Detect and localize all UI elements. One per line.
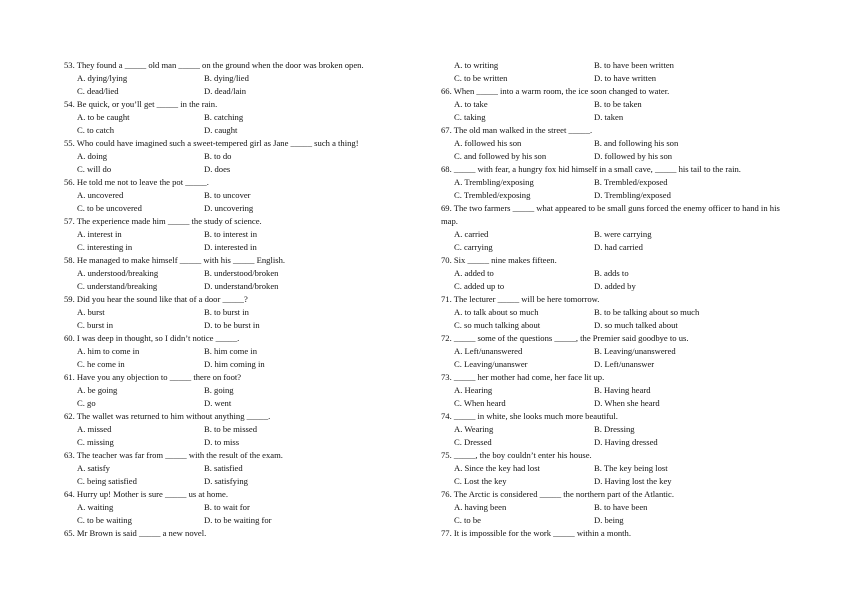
answer-option[interactable]: A. Left/unanswered: [454, 346, 523, 356]
option-row: [64, 111, 394, 124]
answer-option[interactable]: C. Trembled/exposing: [454, 190, 531, 200]
answer-option[interactable]: B. understood/broken: [204, 268, 279, 278]
answer-option[interactable]: A. to take: [454, 99, 488, 109]
answer-option[interactable]: A. added to: [454, 268, 494, 278]
option-row: [441, 462, 816, 475]
answer-option[interactable]: C. to be waiting: [77, 515, 132, 525]
answer-option[interactable]: B. to be missed: [204, 424, 257, 434]
question-stem: 71. The lecturer _____ will be here tomorrow.: [441, 294, 600, 304]
option-row: [64, 228, 394, 241]
question-stem: 68. _____ with fear, a hungry fox hid himself in a small cave, _____ his tail to the rain.: [441, 164, 741, 174]
answer-option[interactable]: B. to have been: [594, 502, 648, 512]
answer-option[interactable]: B. to interest in: [204, 229, 257, 239]
answer-option[interactable]: D. followed by his son: [594, 151, 673, 161]
answer-option[interactable]: A. Hearing: [454, 385, 493, 395]
answer-option[interactable]: A. uncovered: [77, 190, 124, 200]
option-row: [441, 384, 816, 397]
answer-option[interactable]: C. go: [77, 398, 96, 408]
answer-option[interactable]: D. understand/broken: [204, 281, 279, 291]
answer-option[interactable]: D. Trembling/exposed: [594, 190, 671, 200]
left-column: [64, 59, 394, 540]
answer-option[interactable]: A. be going: [77, 385, 118, 395]
option-row: [64, 306, 394, 319]
answer-option[interactable]: B. dying/lied: [204, 73, 249, 83]
question-stem: 61. Have you any objection to _____ there on foot?: [64, 372, 242, 382]
answer-option[interactable]: D. him coming in: [204, 359, 265, 369]
question-stem: 70. Six _____ nine makes fifteen.: [441, 255, 557, 265]
answer-option[interactable]: B. to be taken: [594, 99, 642, 109]
answer-option[interactable]: C. dead/lied: [77, 86, 119, 96]
option-row: [64, 267, 394, 280]
answer-option[interactable]: B. to do: [204, 151, 232, 161]
answer-option[interactable]: C. so much talking about: [454, 320, 541, 330]
answer-option[interactable]: D. to be burst in: [204, 320, 260, 330]
question-stem: 66. When _____ into a warm room, the ice soon changed to water.: [441, 86, 670, 96]
option-row: [441, 137, 816, 150]
answer-option[interactable]: C. understand/breaking: [77, 281, 158, 291]
answer-option[interactable]: D. went: [204, 398, 232, 408]
answer-option[interactable]: D. Having dressed: [594, 437, 658, 447]
answer-option[interactable]: A. satisfy: [77, 463, 110, 473]
option-row: [64, 150, 394, 163]
option-row: [64, 319, 394, 332]
question-stem: 69. The two farmers _____ what appeared to be small guns forced the enemy officer to hand in his: [441, 203, 780, 213]
answer-option[interactable]: C. carrying: [454, 242, 493, 252]
answer-option[interactable]: C. burst in: [77, 320, 114, 330]
answer-option[interactable]: C. interesting in: [77, 242, 133, 252]
answer-option[interactable]: D. to miss: [204, 437, 240, 447]
answer-option[interactable]: D. When she heard: [594, 398, 660, 408]
option-row: [64, 72, 394, 85]
option-row: [441, 436, 816, 449]
answer-option[interactable]: A. dying/lying: [77, 73, 128, 83]
answer-option[interactable]: A. followed his son: [454, 138, 522, 148]
answer-option[interactable]: D. so much talked about: [594, 320, 678, 330]
option-row: [441, 267, 816, 280]
answer-option[interactable]: A. to talk about so much: [454, 307, 539, 317]
answer-option[interactable]: A. to writing: [454, 60, 499, 70]
answer-option[interactable]: D. had carried: [594, 242, 643, 252]
option-row: [64, 397, 394, 410]
question-stem: 64. Hurry up! Mother is sure _____ us at home.: [64, 489, 228, 499]
option-row: [64, 514, 394, 527]
option-row: [64, 85, 394, 98]
option-row: [441, 501, 816, 514]
option-row: [64, 501, 394, 514]
option-row: [441, 189, 816, 202]
answer-option[interactable]: D. dead/lain: [204, 86, 246, 96]
question-stem: 59. Did you hear the sound like that of a door _____?: [64, 294, 248, 304]
answer-option[interactable]: C. Lost the key: [454, 476, 507, 486]
answer-option[interactable]: A. doing: [77, 151, 108, 161]
answer-option[interactable]: A. to be caught: [77, 112, 130, 122]
answer-option[interactable]: C. being satisfied: [77, 476, 137, 486]
option-row: [64, 345, 394, 358]
option-row: [441, 397, 816, 410]
answer-option[interactable]: B. catching: [204, 112, 244, 122]
answer-option[interactable]: D. Left/unanswer: [594, 359, 655, 369]
answer-option[interactable]: C. will do: [77, 164, 112, 174]
option-row: [441, 111, 816, 124]
answer-option[interactable]: D. satisfying: [204, 476, 248, 486]
question-stem: 76. The Arctic is considered _____ the northern part of the Atlantic.: [441, 489, 675, 499]
option-row: [441, 280, 816, 293]
option-row: [441, 319, 816, 332]
option-row: [441, 241, 816, 254]
answer-option[interactable]: B. Trembled/exposed: [594, 177, 668, 187]
answer-option[interactable]: A. Since the key had lost: [454, 463, 540, 473]
answer-option[interactable]: A. understood/breaking: [77, 268, 159, 278]
answer-option[interactable]: B. him come in: [204, 346, 257, 356]
option-row: [441, 98, 816, 111]
question-stem: 63. The teacher was far from _____ with the result of the exam.: [64, 450, 283, 460]
answer-option[interactable]: A. waiting: [77, 502, 114, 512]
option-row: [64, 124, 394, 137]
answer-option[interactable]: D. caught: [204, 125, 238, 135]
answer-option[interactable]: C. Dressed: [454, 437, 492, 447]
answer-option[interactable]: C. he come in: [77, 359, 125, 369]
right-column: [441, 59, 816, 540]
answer-option[interactable]: D. does: [204, 164, 231, 174]
answer-option[interactable]: C. and followed by his son: [454, 151, 547, 161]
option-row: [441, 59, 816, 72]
option-row: [64, 423, 394, 436]
answer-option[interactable]: B. to burst in: [204, 307, 249, 317]
answer-option[interactable]: B. to be talking about so much: [594, 307, 700, 317]
answer-option[interactable]: B. to have been written: [594, 60, 674, 70]
answer-option[interactable]: C. added up to: [454, 281, 505, 291]
option-row: [441, 423, 816, 436]
option-row: [441, 176, 816, 189]
answer-option[interactable]: B. and following his son: [594, 138, 679, 148]
question-stem: 54. Be quick, or you’ll get _____ in the rain.: [64, 99, 218, 109]
question-stem: 56. He told me not to leave the pot _____.: [64, 177, 209, 187]
question-stem: 60. I was deep in thought, so I didn’t notice _____.: [64, 333, 240, 343]
answer-option[interactable]: A. missed: [77, 424, 112, 434]
answer-option[interactable]: A. burst: [77, 307, 105, 317]
answer-option[interactable]: D. to be waiting for: [204, 515, 272, 525]
answer-option[interactable]: D. interested in: [204, 242, 257, 252]
option-row: [64, 189, 394, 202]
question-stem-continued: map.: [441, 216, 458, 226]
option-row: [441, 150, 816, 163]
question-stem: 53. They found a _____ old man _____ on the ground when the door was broken open.: [64, 60, 364, 70]
answer-option[interactable]: D. uncovering: [204, 203, 254, 213]
answer-option[interactable]: B. Dressing: [594, 424, 635, 434]
option-row: [441, 475, 816, 488]
option-row: [64, 462, 394, 475]
answer-option[interactable]: C. to be: [454, 515, 481, 525]
answer-option[interactable]: C. to be written: [454, 73, 508, 83]
question-stem: 57. The experience made him _____ the study of science.: [64, 216, 262, 226]
answer-option[interactable]: C. When heard: [454, 398, 506, 408]
answer-option[interactable]: A. Trembling/exposing: [454, 177, 534, 187]
option-row: [64, 280, 394, 293]
question-stem: 74. _____ in white, she looks much more beautiful.: [441, 411, 618, 421]
answer-option[interactable]: B. Having heard: [594, 385, 651, 395]
answer-option[interactable]: B. were carrying: [594, 229, 652, 239]
option-row: [64, 475, 394, 488]
answer-option[interactable]: D. added by: [594, 281, 636, 291]
answer-option[interactable]: B. to uncover: [204, 190, 251, 200]
answer-option[interactable]: A. having been: [454, 502, 507, 512]
question-stem: 73. _____ her mother had come, her face lit up.: [441, 372, 605, 382]
answer-option[interactable]: B. adds to: [594, 268, 629, 278]
question-stem: 62. The wallet was returned to him without anything _____.: [64, 411, 271, 421]
answer-option[interactable]: D. taken: [594, 112, 624, 122]
question-stem: 75. _____, the boy couldn’t enter his house.: [441, 450, 592, 460]
answer-option[interactable]: C. taking: [454, 112, 486, 122]
question-stem: 65. Mr Brown is said _____ a new novel.: [64, 528, 207, 538]
answer-option[interactable]: B. going: [204, 385, 234, 395]
option-row: [441, 358, 816, 371]
question-stem: 55. Who could have imagined such a sweet-tempered girl as Jane _____ such a thing!: [64, 138, 359, 148]
option-row: [64, 202, 394, 215]
answer-option[interactable]: A. Wearing: [454, 424, 494, 434]
answer-option[interactable]: A. carried: [454, 229, 489, 239]
answer-option[interactable]: B. The key being lost: [594, 463, 668, 473]
option-row: [64, 384, 394, 397]
answer-option[interactable]: C. to catch: [77, 125, 114, 135]
option-row: [441, 228, 816, 241]
answer-option[interactable]: A. him to come in: [77, 346, 140, 356]
option-row: [441, 514, 816, 527]
option-row: [441, 306, 816, 319]
answer-option[interactable]: D. Having lost the key: [594, 476, 672, 486]
answer-option[interactable]: D. to have written: [594, 73, 657, 83]
option-row: [441, 72, 816, 85]
answer-option[interactable]: D. being: [594, 515, 624, 525]
option-row: [441, 345, 816, 358]
question-stem: 58. He managed to make himself _____ with his _____ English.: [64, 255, 286, 265]
answer-option[interactable]: A. interest in: [77, 229, 122, 239]
question-stem: 77. It is impossible for the work _____ within a month.: [441, 528, 632, 538]
question-stem: 67. The old man walked in the street _____.: [441, 125, 593, 135]
option-row: [64, 163, 394, 176]
answer-option[interactable]: B. to wait for: [204, 502, 250, 512]
answer-option[interactable]: C. to be uncovered: [77, 203, 142, 213]
option-row: [64, 241, 394, 254]
answer-option[interactable]: B. satisfied: [204, 463, 243, 473]
answer-option[interactable]: C. missing: [77, 437, 114, 447]
option-row: [64, 358, 394, 371]
answer-option[interactable]: C. Leaving/unanswer: [454, 359, 528, 369]
question-stem: 72. _____ some of the questions _____, the Premier said goodbye to us.: [441, 333, 689, 343]
option-row: [64, 436, 394, 449]
answer-option[interactable]: B. Leaving/unanswered: [594, 346, 676, 356]
